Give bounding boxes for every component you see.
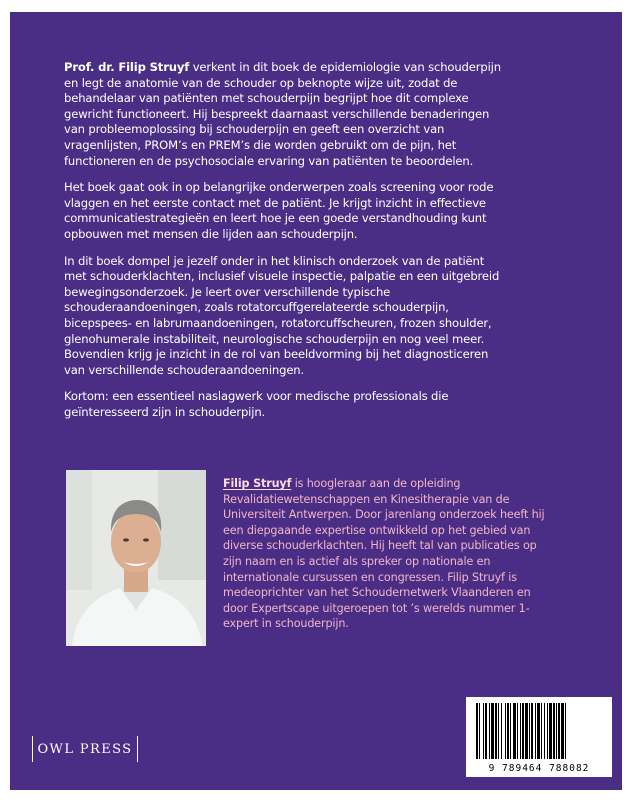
barcode-bar bbox=[479, 703, 480, 759]
isbn-number: 9 789464 788082 bbox=[488, 763, 590, 774]
barcode-bar bbox=[535, 703, 536, 759]
barcode-bar bbox=[485, 703, 487, 759]
barcode-bar bbox=[476, 703, 478, 759]
publisher-logo-text: OWL PRESS bbox=[37, 741, 133, 757]
barcode-bar bbox=[561, 703, 564, 759]
author-biography bbox=[223, 476, 558, 632]
barcode-bar bbox=[505, 703, 506, 759]
barcode-bar bbox=[553, 703, 555, 759]
barcode-bar bbox=[537, 703, 540, 759]
barcode-bar bbox=[529, 703, 530, 759]
barcode-bar bbox=[498, 703, 499, 759]
author-portrait-illustration bbox=[66, 470, 206, 646]
bio-text: is hoogleraar aan de opleiding Revalidatiewetenschappen en Kinesitherapie van de Universiteit Antwerpen. Door jarenlang onderzoek heeft hij een diepgaande expertise ontwikkeld op het gebied van diverse schouderklachten. Hij heeft tal van publicaties op zijn naam en is actief als spreker op nationale en internationale cursussen en congressen. Filip Struyf is medeoprichter van het Schoudernetwerk Vlaanderen en door Expertscape uitgeroepen tot ’s werelds nummer 1-expert in schouderpijn. bbox=[223, 477, 545, 631]
description-paragraph-1 bbox=[64, 60, 504, 169]
barcode-bar bbox=[483, 703, 484, 759]
back-cover bbox=[10, 12, 622, 790]
author-name-bold: Prof. dr. Filip Struyf bbox=[64, 60, 190, 74]
description-paragraph-1-text: verkent in dit boek de epidemiologie van schouderpijn en legt de anatomie van de schouder op beknopte wijze uit, zodat de behandelaar van patiënten met schouderpijn begrijpt hoe dit complexe gewricht functioneert. Hij bespreekt daarnaast verschillende benaderingen van probleemoplossing bij schouderpijn en geeft een overzicht van vragenlijsten, PROM’s en PREM’s die worden gebruikt om de pijn, het functioneren en de psychosociale ervaring van patiënten te beoordelen. bbox=[64, 60, 501, 168]
publisher-logo bbox=[32, 736, 138, 762]
barcode-bar bbox=[517, 703, 518, 759]
description-paragraph-4: Kortom: een essentieel naslagwerk voor medische professionals die geïnteresseerd zijn in schouderpijn. bbox=[64, 389, 449, 419]
barcode-bar bbox=[544, 703, 545, 759]
barcode-bar bbox=[489, 703, 490, 759]
barcode-bar bbox=[522, 703, 524, 759]
barcode-bars bbox=[466, 697, 612, 763]
barcode-bar bbox=[495, 703, 497, 759]
author-photo bbox=[66, 470, 206, 646]
barcode-bar bbox=[556, 703, 557, 759]
barcode-bar bbox=[491, 703, 494, 759]
barcode-bar bbox=[531, 703, 533, 759]
barcode-bar bbox=[541, 703, 542, 759]
bio-author-name: Filip Struyf bbox=[223, 477, 292, 490]
barcode-bar bbox=[547, 703, 548, 759]
book-description bbox=[64, 60, 504, 431]
barcode-bar bbox=[565, 703, 566, 759]
barcode-bar bbox=[525, 703, 528, 759]
barcode-bar bbox=[513, 703, 516, 759]
description-paragraph-2: Het boek gaat ook in op belangrijke onderwerpen zoals screening voor rode vlaggen en het eerste contact met de patiënt. Je krijgt inzicht in effectieve communicatiestrategieën en leert hoe je een goede verstandhouding kunt opbouwen met mensen die lijden aan schouderpijn. bbox=[64, 180, 494, 241]
description-paragraph-3: In dit boek dompel je jezelf onder in het klinisch onderzoek van de patiënt met schouderklachten, inclusief visuele inspectie, palpatie en een uitgebreid bewegingsonderzoek. Je leert over verschillende typische schouderaandoeningen, zoals rotatorcuffgerelateerde schouderpijn, bicepspees- en labrumaandoeningen, rotatorcuffscheuren, frozen shoulder, glenohumerale instabiliteit, neurologische schouderpijn en nog veel meer. Bovendien krijg je inzicht in de rol van beeldvorming bij het diagnosticeren van verschillende schouderaandoeningen. bbox=[64, 253, 500, 377]
barcode-bar bbox=[501, 703, 502, 759]
barcode-bar bbox=[507, 703, 509, 759]
barcode-bar bbox=[558, 703, 560, 759]
barcode-bar bbox=[520, 703, 521, 759]
isbn-barcode bbox=[466, 697, 612, 777]
barcode-bar bbox=[549, 703, 552, 759]
barcode-bar bbox=[510, 703, 511, 759]
